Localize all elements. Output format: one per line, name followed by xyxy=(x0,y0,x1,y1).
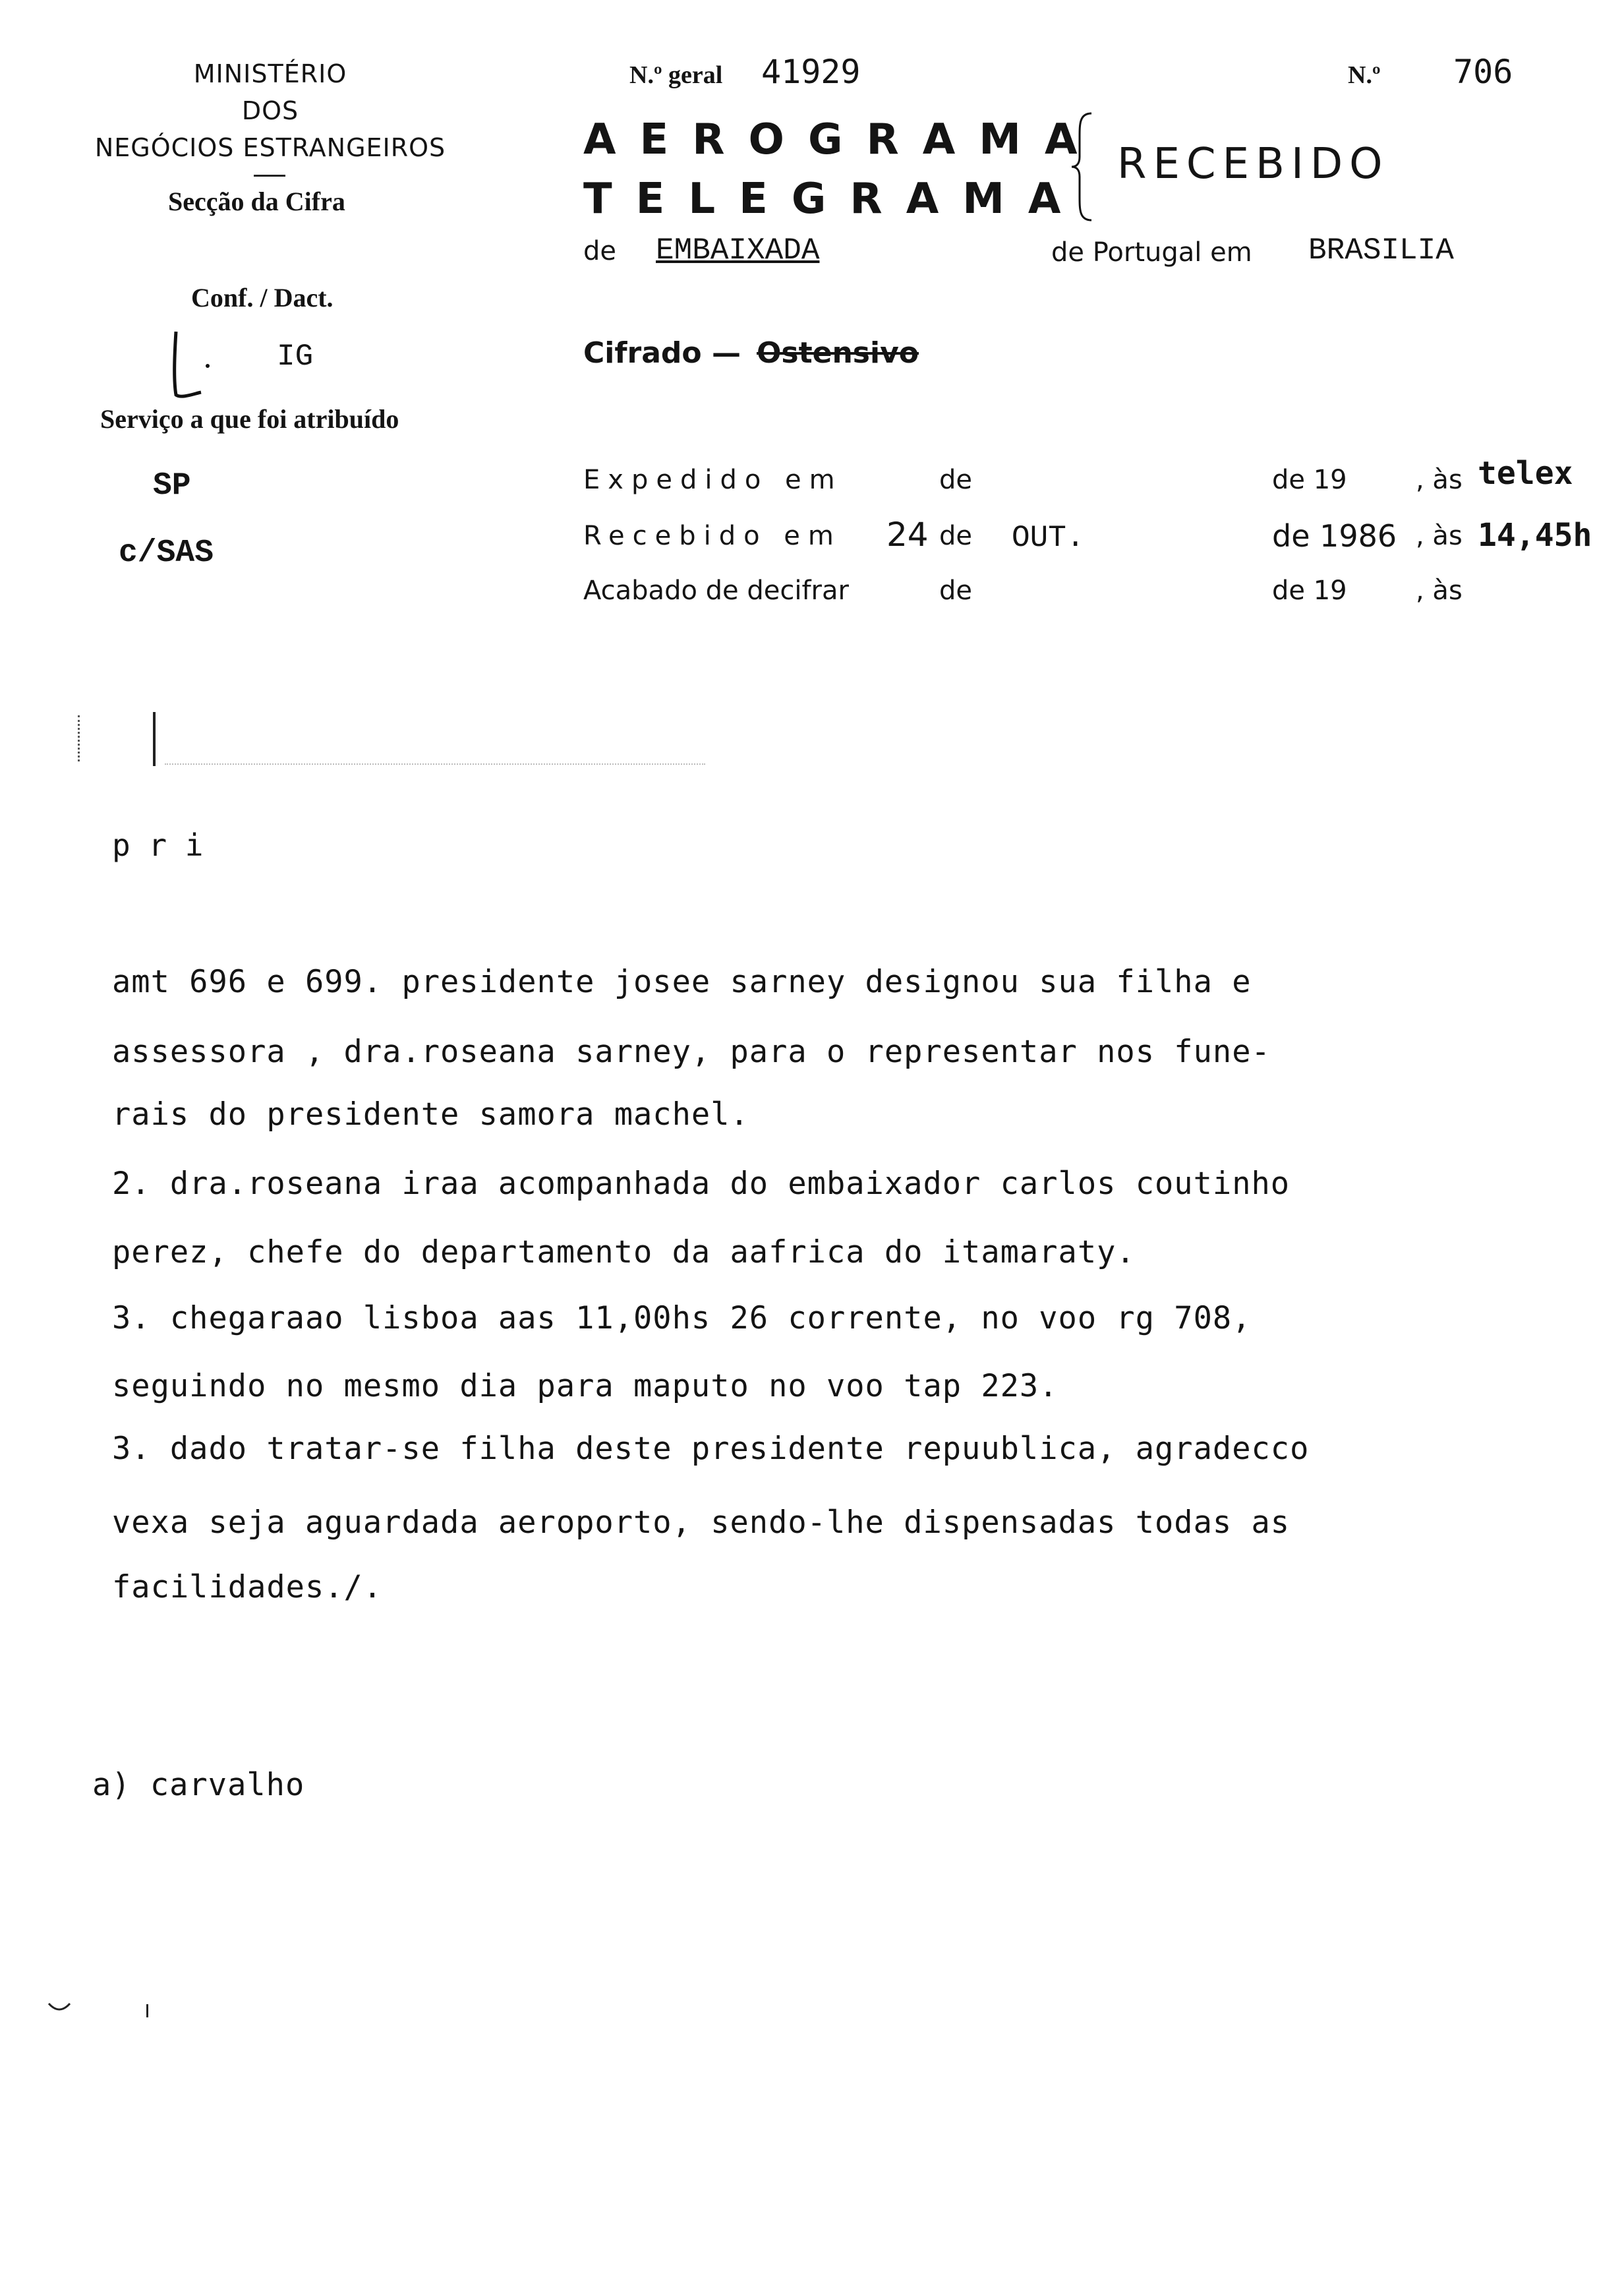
service-code-sp: SP xyxy=(153,468,191,504)
recebido-label: Recebido em xyxy=(583,521,842,551)
initials-signature-icon xyxy=(168,326,214,405)
recebido-time: 14,45h xyxy=(1478,517,1592,554)
message-line-3: rais do presidente samora machel. xyxy=(112,1096,749,1133)
decifrar-as: , às xyxy=(1416,576,1463,606)
geral-number-label: N.º geral xyxy=(629,61,723,89)
location-value: BRASILIA xyxy=(1308,233,1454,268)
message-line-7: seguindo no mesmo dia para maputo no voo tap 223. xyxy=(112,1368,1058,1404)
expedido-as: , às xyxy=(1416,465,1463,495)
number-value: 706 xyxy=(1453,53,1513,91)
scan-mark-left xyxy=(78,715,80,761)
message-line-5: perez, chefe do departamento da aafrica do itamaraty. xyxy=(112,1234,1136,1270)
ministry-line2: DOS xyxy=(241,96,299,125)
expedido-label: Expedido em xyxy=(583,465,843,495)
message-line-8: 3. dado tratar-se filha deste presidente repuublica, agradecco xyxy=(112,1431,1310,1467)
brace-icon xyxy=(1069,111,1095,223)
conf-mark: IG xyxy=(277,340,314,374)
portugal-label: de Portugal em xyxy=(1051,237,1252,268)
service-code-sas: c/SAS xyxy=(119,535,214,571)
recebido-stamp: RECEBIDO xyxy=(1117,140,1389,189)
recebido-de: de xyxy=(939,521,972,551)
decifrar-de: de xyxy=(939,576,972,606)
service-label: Serviço a que foi atribuído xyxy=(100,404,399,434)
cifrado-label: Cifrado — xyxy=(583,336,741,370)
ministry-divider xyxy=(254,175,285,177)
signature: a) carvalho xyxy=(92,1767,305,1803)
telegrama-heading: TELEGRAMA xyxy=(583,175,1085,223)
message-line-2: assessora , dra.roseana sarney, para o representar nos fune- xyxy=(112,1034,1271,1070)
recebido-as: , às xyxy=(1416,521,1463,551)
scan-dotted-rule xyxy=(165,763,705,765)
geral-number-value: 41929 xyxy=(761,53,861,91)
expedido-de19: de 19 xyxy=(1272,465,1347,495)
expedido-de: de xyxy=(939,465,972,495)
scan-mark-bar xyxy=(153,712,156,766)
conf-dact-label: Conf. / Dact. xyxy=(191,283,334,312)
message-line-10: facilidades./. xyxy=(112,1569,383,1605)
scan-mark-curve xyxy=(46,2001,72,2014)
recebido-month: OUT. xyxy=(1012,521,1085,555)
ministry-line1: MINISTÉRIO xyxy=(193,59,347,88)
message-line-9: vexa seja aguardada aeroporto, sendo-lhe dispensadas todas as xyxy=(112,1504,1290,1541)
ostensivo-label: Ostensivo xyxy=(757,336,919,370)
message-line-4: 2. dra.roseana iraa acompanhada do embaixador carlos coutinho xyxy=(112,1166,1290,1202)
priority-code: p r i xyxy=(112,827,204,863)
expedido-value: telex xyxy=(1478,455,1573,492)
recebido-day: 24 xyxy=(886,516,929,554)
ministry-line3: NEGÓCIOS ESTRANGEIROS xyxy=(94,133,446,162)
scan-mark-tick xyxy=(146,2004,148,2017)
de-label: de xyxy=(583,236,616,266)
embaixada-value: EMBAIXADA xyxy=(656,233,820,268)
section-label: Secção da Cifra xyxy=(168,187,345,216)
message-line-1: amt 696 e 699. presidente josee sarney designou sua filha e xyxy=(112,964,1252,1000)
recebido-year: de 1986 xyxy=(1272,518,1397,554)
aerograma-heading: AEROGRAMA xyxy=(583,115,1101,164)
decifrar-label: Acabado de decifrar xyxy=(583,576,849,606)
message-line-6: 3. chegaraao lisboa aas 11,00hs 26 corrente, no voo rg 708, xyxy=(112,1300,1252,1336)
decifrar-de19: de 19 xyxy=(1272,576,1347,606)
number-label: N.º xyxy=(1348,61,1381,89)
